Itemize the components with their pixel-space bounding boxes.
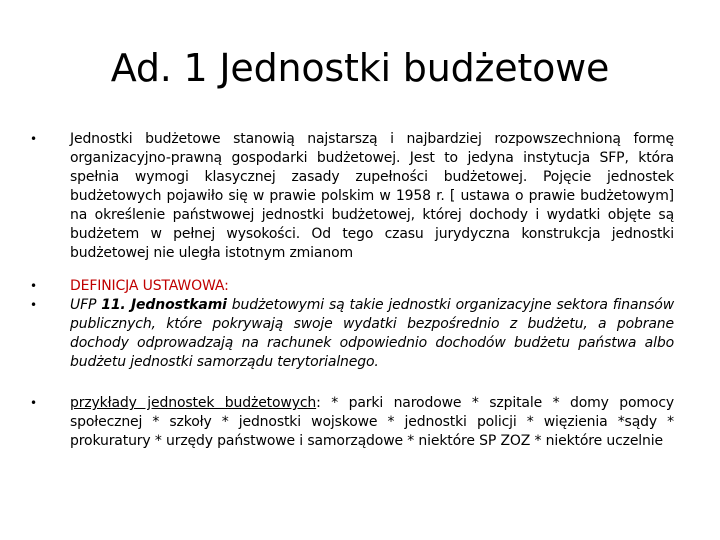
- examples-text: [70, 394, 674, 451]
- examples-list: : * parki narodowe * szpitale * domy pomocy społecznej * szkoły * jednostki wojskowe * jednostki policji * więzienia *sądy * prokuratury * urzędy państwowe i samorządowe * niektóre SP ZOZ * niektóre uczelnie: [70, 395, 674, 449]
- bullet-item-definition-heading: [30, 277, 674, 296]
- definition-body: budżetowymi są takie jednostki organizacyjne sektora finansów publicznych, które pokrywają swoje wydatki bezpośrednio z budżetu, a pobrane dochody odprowadzają na rachunek odpowiednio dochodów budżetu państwa albo budżetu jednostki samorządu terytorialnego.: [70, 297, 675, 370]
- bullet-item-definition: [30, 296, 674, 372]
- bullet-icon: •: [30, 279, 38, 293]
- definition-source: UFP: [70, 297, 102, 313]
- bullet-icon: •: [30, 396, 38, 410]
- bullet-item-budget-units: [30, 130, 674, 263]
- slide-title: Ad. 1 Jednostki budżetowe: [110, 46, 610, 90]
- definition-article: 11. Jednostkami: [101, 297, 227, 313]
- bullet-icon: •: [30, 132, 38, 146]
- examples-link[interactable]: przykłady jednostek budżetowych: [70, 395, 317, 411]
- bullet-text-budget-units: Jednostki budżetowe stanowią najstarszą i najbardziej rozpowszechnioną formę organizacyjno-prawną gospodarki budżetowej. Jest to jedyna instytucja SFP, która spełnia wymogi klasycznej zasady zupełności budżetowej. Pojęcie jednostek budżetowych pojawiło się w prawie polskim w 1958 r. [ ustawa o prawie budżetowym] na określenie państwowej jednostki budżetowej, której dochody i wydatki objęte są budżetem w pełnej wysokości. Od tego czasu jurydyczna konstrukcja jednostki budżetowej nie uległa istotnym zmianom: [70, 131, 674, 261]
- bullet-icon: •: [30, 298, 38, 312]
- bullet-item-examples: [30, 394, 674, 451]
- definition-heading: DEFINICJA USTAWOWA:: [70, 278, 229, 294]
- definition-text: [70, 296, 674, 372]
